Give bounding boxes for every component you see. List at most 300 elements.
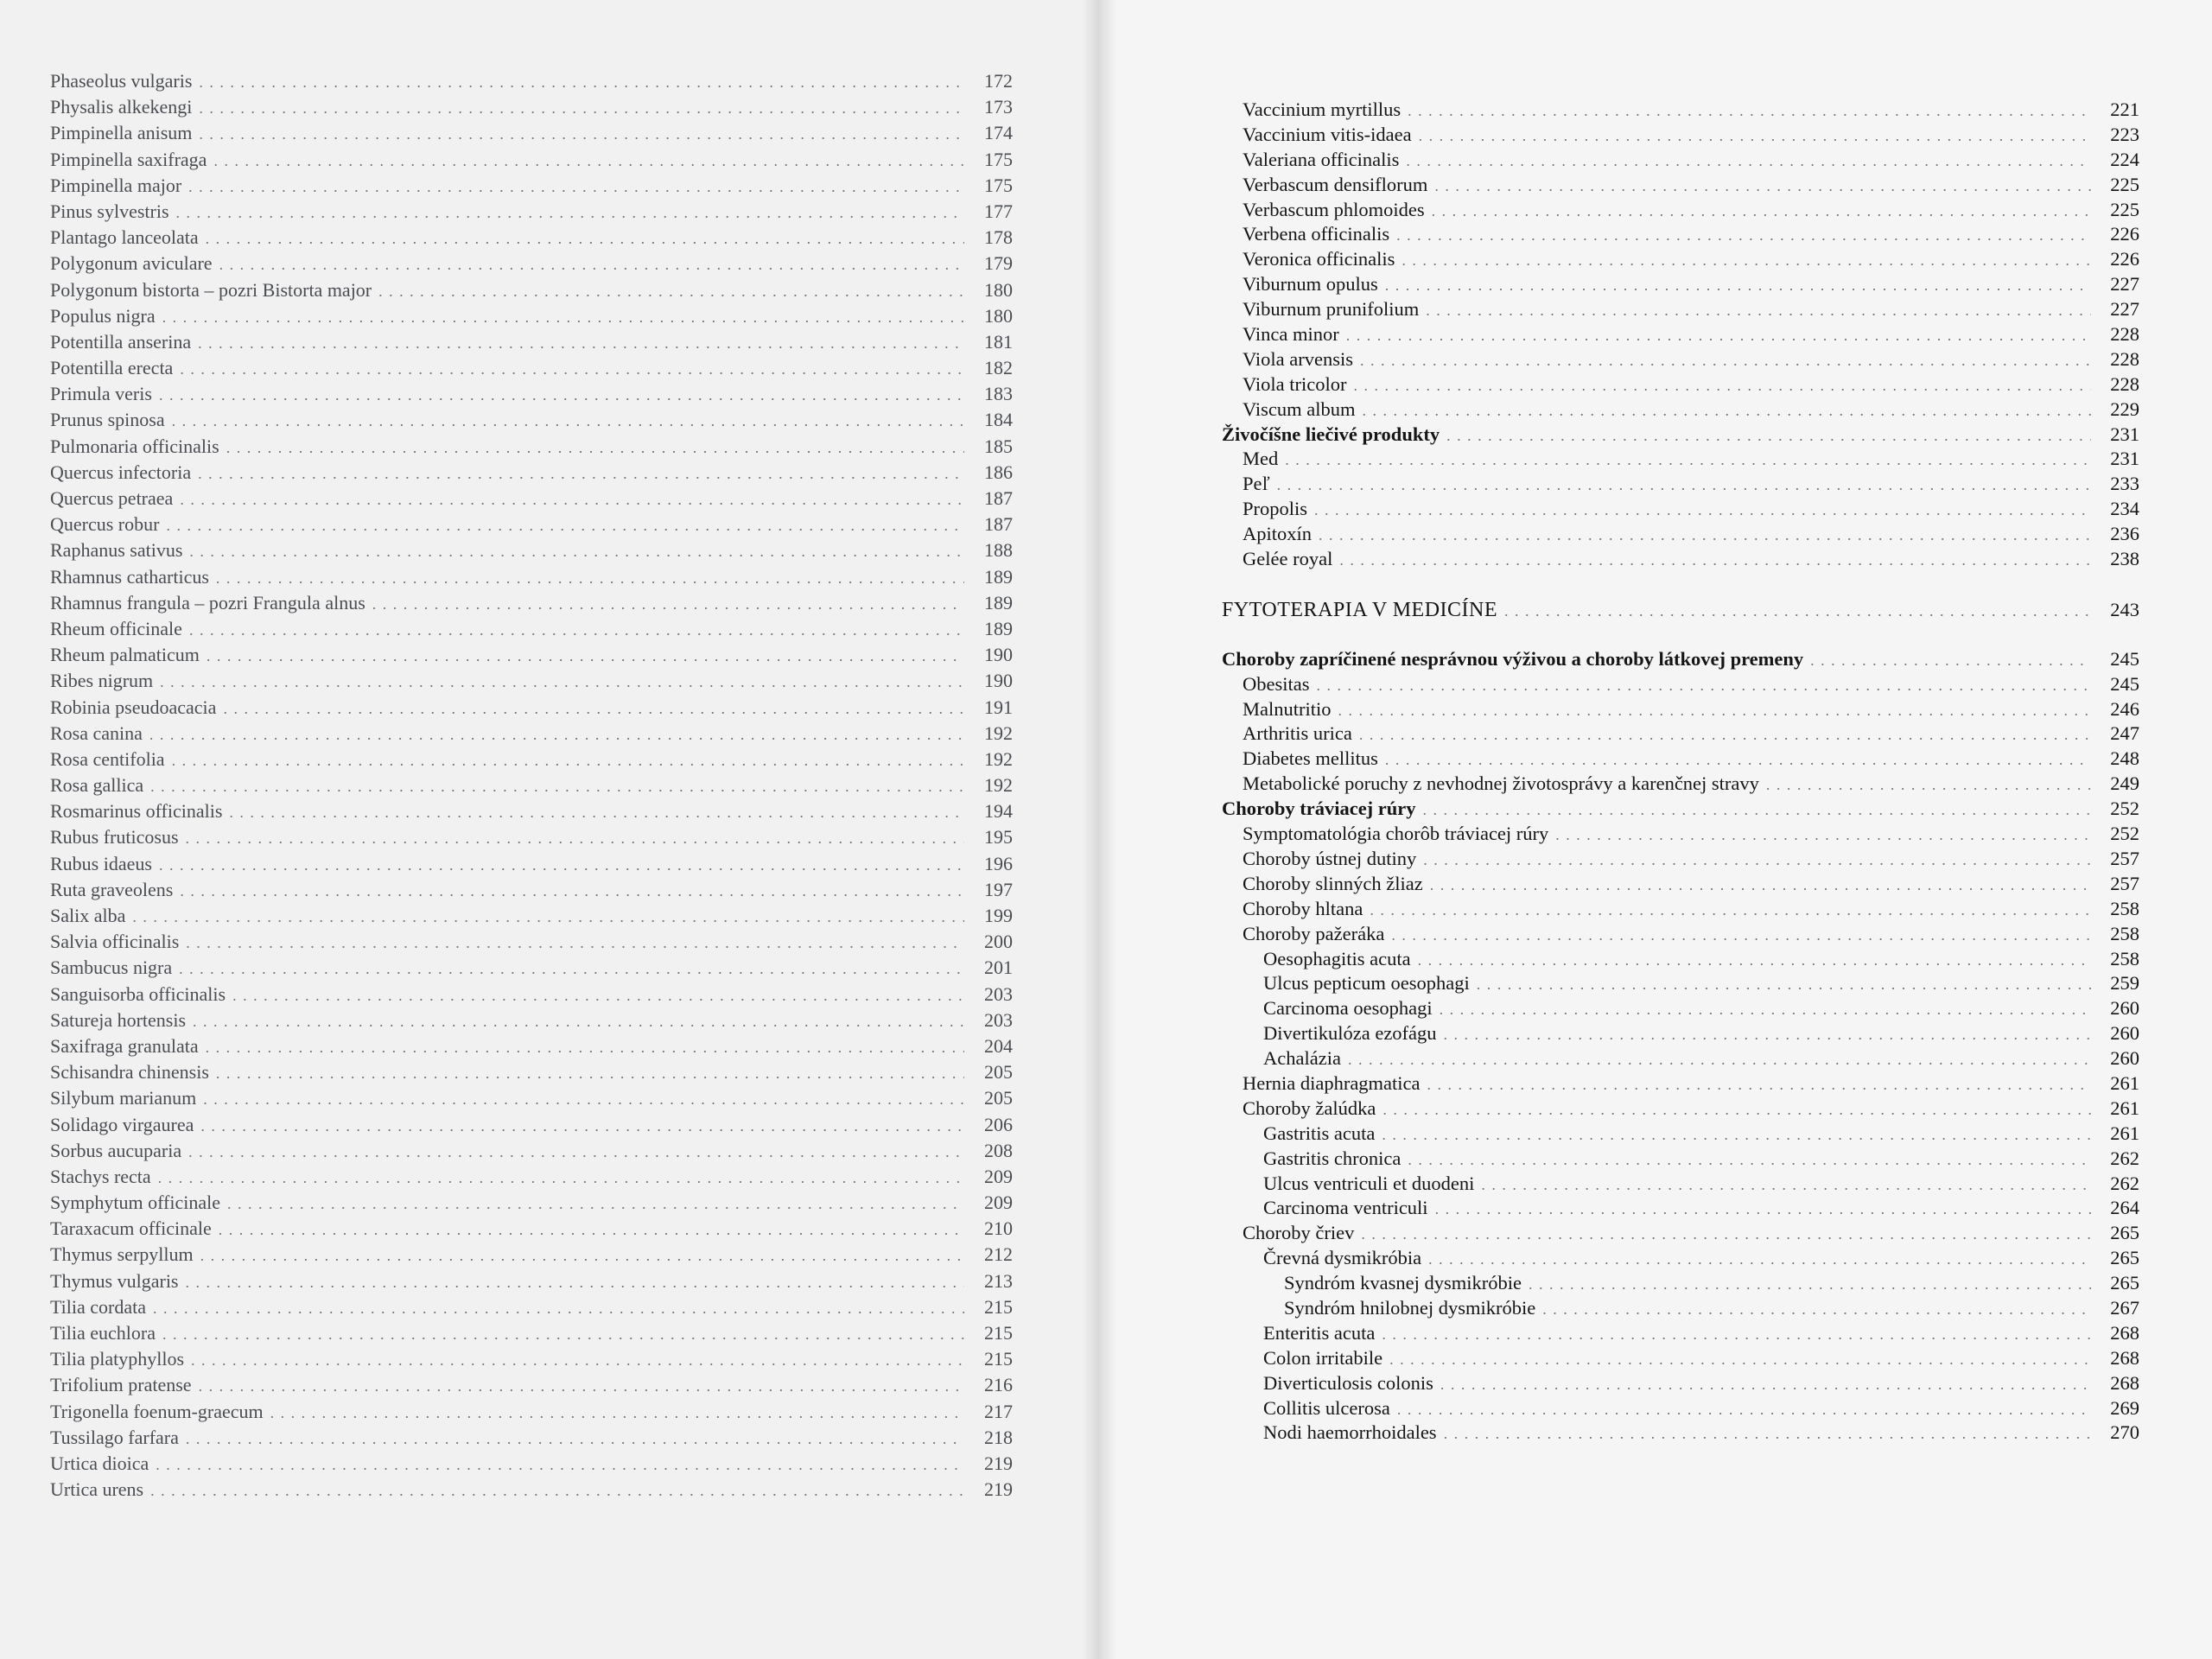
leader-dots xyxy=(226,439,964,457)
entry-page-number: 219 xyxy=(984,1478,1013,1501)
leader-dots xyxy=(1360,352,2091,370)
index-entry xyxy=(50,618,1013,644)
entry-page-number: 215 xyxy=(984,1322,1013,1344)
entry-page-number: 212 xyxy=(984,1243,1013,1266)
leader-dots xyxy=(213,152,964,170)
index-entry xyxy=(50,1452,1013,1478)
entry-name: Rubus fruticosus xyxy=(50,826,179,849)
leader-dots xyxy=(223,700,964,718)
leader-dots xyxy=(198,465,964,483)
entry-page-number: 233 xyxy=(2110,473,2139,495)
leader-dots xyxy=(1385,276,2091,295)
entry-name: Quercus infectoria xyxy=(50,461,192,483)
leader-dots xyxy=(216,1065,964,1083)
entry-page-number: 194 xyxy=(984,800,1013,823)
leader-dots xyxy=(1481,1176,2091,1194)
leader-dots xyxy=(1277,476,2091,494)
entry-page-number: 182 xyxy=(984,357,1013,379)
entry-name: Nodi haemorrhoidales xyxy=(1263,1421,1437,1444)
entry-name: Vaccinium myrtillus xyxy=(1243,99,1402,120)
entry-page-number: 216 xyxy=(984,1374,1013,1396)
index-entry xyxy=(50,539,1013,565)
leader-dots xyxy=(188,178,964,196)
index-entry xyxy=(1222,99,2139,124)
entry-name: Rhamnus catharticus xyxy=(50,565,209,588)
entry-name: Choroby ústnej dutiny xyxy=(1243,847,1417,869)
entry-name: Physalis alkekengi xyxy=(50,96,193,118)
leader-dots xyxy=(207,647,964,665)
leader-dots xyxy=(1444,1425,2091,1443)
entry-page-number: 261 xyxy=(2110,1096,2139,1119)
leader-dots xyxy=(1339,551,2091,569)
entry-name: Enteritis acuta xyxy=(1263,1321,1376,1344)
leader-dots xyxy=(179,960,964,978)
leader-dots xyxy=(1385,751,2091,769)
entry-name: Robinia pseudoacacia xyxy=(50,696,217,718)
index-entry xyxy=(50,1296,1013,1322)
index-entry xyxy=(1222,1173,2139,1198)
leader-dots xyxy=(199,73,964,92)
entry-name: Pulmonaria officinalis xyxy=(50,435,219,457)
index-entry xyxy=(1222,1421,2139,1446)
index-entry xyxy=(1222,1397,2139,1422)
index-entry xyxy=(1222,323,2139,348)
leader-dots xyxy=(1419,127,2091,145)
index-entry xyxy=(50,252,1013,278)
index-entry xyxy=(1222,948,2139,973)
entry-name: Silybum marianum xyxy=(50,1087,197,1109)
entry-name: Carcinoma oesophagi xyxy=(1263,997,1433,1020)
leader-dots xyxy=(186,1274,965,1292)
entry-page-number: 187 xyxy=(984,487,1013,509)
index-entry xyxy=(50,226,1013,252)
index-entry xyxy=(50,357,1013,383)
index-entry xyxy=(1222,698,2139,723)
leader-dots xyxy=(1444,1026,2091,1044)
entry-name: Carcinoma ventriculi xyxy=(1263,1197,1428,1219)
index-entry xyxy=(1222,1297,2139,1322)
entry-page-number: 268 xyxy=(2110,1371,2139,1394)
entry-name: Choroby zapríčinené nesprávnou výživou a choroby látkovej premeny xyxy=(1222,647,1804,670)
entry-page-number: 205 xyxy=(984,1061,1013,1084)
entry-page-number: 247 xyxy=(2110,722,2139,745)
entry-name: Divertikulóza ezofágu xyxy=(1263,1022,1437,1045)
entry-name: Taraxacum officinale xyxy=(50,1217,212,1240)
entry-name: Viscum album xyxy=(1243,397,1356,420)
entry-page-number: 265 xyxy=(2110,1272,2139,1294)
entry-name: Populus nigra xyxy=(50,304,156,327)
leader-dots xyxy=(206,1039,964,1057)
index-entry xyxy=(1222,473,2139,498)
leader-dots xyxy=(149,726,964,744)
entry-name: Syndróm kvasnej dysmikróbie xyxy=(1284,1272,1522,1294)
entry-page-number: 228 xyxy=(2110,323,2139,346)
entry-page-number: 262 xyxy=(2110,1147,2139,1169)
entry-page-number: 229 xyxy=(2110,397,2139,420)
leader-dots xyxy=(191,1351,964,1370)
entry-name: Ruta graveolens xyxy=(50,878,174,900)
entry-page-number: 186 xyxy=(984,461,1013,483)
entry-name: Primula veris xyxy=(50,383,152,405)
index-entry xyxy=(50,826,1013,852)
entry-name: Satureja hortensis xyxy=(50,1008,187,1031)
index-entry xyxy=(50,487,1013,513)
entry-page-number: 225 xyxy=(2110,173,2139,195)
leader-dots xyxy=(1542,1300,2091,1319)
entry-page-number: 190 xyxy=(984,644,1013,666)
entry-page-number: 215 xyxy=(984,1348,1013,1370)
entry-page-number: 173 xyxy=(984,96,1013,118)
leader-dots xyxy=(216,569,964,588)
leader-dots xyxy=(1317,677,2092,695)
index-entry xyxy=(50,1270,1013,1296)
leader-dots xyxy=(150,1482,964,1500)
entry-name: Ulcus pepticum oesophagi xyxy=(1263,972,1470,995)
entry-name: Verbascum phlomoides xyxy=(1243,198,1425,220)
entry-name: Metabolické poruchy z nevhodnej životosprávy a karenčnej stravy xyxy=(1243,772,1759,795)
index-entry xyxy=(1222,1122,2139,1147)
index-entry xyxy=(50,1478,1013,1504)
leader-dots xyxy=(1423,801,2091,819)
index-entry xyxy=(1222,498,2139,523)
entry-page-number: 175 xyxy=(984,148,1013,170)
index-entry xyxy=(1222,373,2139,398)
index-entry xyxy=(1222,722,2139,747)
entry-page-number: 267 xyxy=(2110,1296,2139,1319)
entry-page-number: 265 xyxy=(2110,1222,2139,1244)
index-entry xyxy=(1222,523,2139,548)
entry-name: Verbascum densiflorum xyxy=(1243,173,1428,195)
entry-page-number: 210 xyxy=(984,1217,1013,1240)
entry-page-number: 206 xyxy=(984,1113,1013,1135)
leader-dots xyxy=(1432,202,2091,220)
leader-dots xyxy=(232,987,964,1005)
entry-name: Viola arvensis xyxy=(1243,347,1353,370)
leader-dots xyxy=(166,517,964,535)
left-index-list xyxy=(50,70,1013,1504)
entry-name: Phaseolus vulgaris xyxy=(50,70,193,92)
index-entry xyxy=(1222,1197,2139,1222)
leader-dots xyxy=(1408,1151,2091,1169)
entry-name: Raphanus sativus xyxy=(50,539,183,562)
entry-name: Rubus idaeus xyxy=(50,852,152,874)
entry-name: Valeriana officinalis xyxy=(1243,148,1400,170)
leader-dots xyxy=(199,99,964,118)
entry-name: Rosa centifolia xyxy=(50,747,165,770)
leader-dots xyxy=(1440,1376,2091,1394)
entry-page-number: 227 xyxy=(2110,273,2139,296)
entry-name: Plantago lanceolata xyxy=(50,226,199,249)
entry-name: Rosa canina xyxy=(50,721,143,744)
index-entry xyxy=(50,1009,1013,1035)
entry-page-number: 189 xyxy=(984,591,1013,613)
section-title: FYTOTERAPIA V MEDICÍNE xyxy=(1222,598,1498,621)
entry-page-number: 268 xyxy=(2110,1321,2139,1344)
leader-dots xyxy=(189,621,964,639)
entry-page-number: 258 xyxy=(2110,947,2139,969)
leader-dots xyxy=(1504,602,2091,620)
leader-dots xyxy=(1402,251,2091,270)
entry-name: Saxifraga granulata xyxy=(50,1034,199,1057)
index-entry xyxy=(50,513,1013,539)
entry-name: Sambucus nigra xyxy=(50,957,173,979)
entry-name: Sorbus aucuparia xyxy=(50,1139,182,1161)
entry-page-number: 215 xyxy=(984,1295,1013,1318)
index-entry xyxy=(50,1243,1013,1269)
leader-dots xyxy=(206,230,964,248)
entry-name: Schisandra chinensis xyxy=(50,1061,209,1084)
entry-page-number: 269 xyxy=(2110,1396,2139,1419)
leader-dots xyxy=(1389,1351,2091,1369)
leader-dots xyxy=(1382,1325,2091,1344)
index-entry xyxy=(50,879,1013,905)
entry-name: Veronica officinalis xyxy=(1243,248,1395,270)
entry-name: Viburnum prunifolium xyxy=(1243,298,1420,321)
leader-dots xyxy=(1363,402,2091,420)
index-entry xyxy=(50,409,1013,435)
entry-name: Rosmarinus officinalis xyxy=(50,800,223,823)
entry-name: Arthritis urica xyxy=(1243,722,1352,745)
entry-name: Collitis ulcerosa xyxy=(1263,1396,1390,1419)
entry-name: Hernia diaphragmatica xyxy=(1243,1071,1421,1094)
entry-name: Pimpinella anisum xyxy=(50,122,193,144)
leader-dots xyxy=(180,882,964,900)
index-entry xyxy=(50,931,1013,957)
leader-dots xyxy=(1370,901,2091,919)
index-entry xyxy=(50,175,1013,200)
index-entry xyxy=(50,96,1013,122)
section-heading xyxy=(1222,599,2139,624)
entry-page-number: 208 xyxy=(984,1139,1013,1161)
index-entry xyxy=(50,149,1013,175)
entry-name: Choroby čriev xyxy=(1243,1222,1355,1244)
entry-page-number: 264 xyxy=(2110,1197,2139,1219)
entry-page-number: 261 xyxy=(2110,1122,2139,1144)
leader-dots xyxy=(132,908,964,926)
index-entry xyxy=(1222,798,2139,823)
entry-name: Thymus serpyllum xyxy=(50,1243,194,1266)
entry-page-number: 184 xyxy=(984,409,1013,431)
leader-dots xyxy=(1477,976,2091,994)
leader-dots xyxy=(1319,526,2091,544)
leader-dots xyxy=(1446,427,2091,445)
entry-page-number: 218 xyxy=(984,1426,1013,1448)
leader-dots xyxy=(1359,726,2091,744)
entry-name: Tussilago farfara xyxy=(50,1426,179,1448)
entry-page-number: 200 xyxy=(984,931,1013,953)
entry-page-number: 225 xyxy=(2110,198,2139,220)
index-entry xyxy=(1222,1072,2139,1097)
entry-name: Propolis xyxy=(1243,498,1308,520)
entry-page-number: 185 xyxy=(984,435,1013,457)
leader-dots xyxy=(186,1430,964,1448)
entry-page-number: 183 xyxy=(984,383,1013,405)
leader-dots xyxy=(1423,851,2091,869)
index-entry xyxy=(50,1140,1013,1166)
entry-name: Med xyxy=(1243,448,1279,470)
entry-name: Apitoxín xyxy=(1243,523,1313,545)
index-entry xyxy=(1222,273,2139,298)
entry-name: Pimpinella major xyxy=(50,174,182,196)
entry-name: Tilia cordata xyxy=(50,1295,146,1318)
index-entry xyxy=(50,1401,1013,1427)
entry-page-number: 249 xyxy=(2110,772,2139,795)
entry-page-number: 203 xyxy=(984,1008,1013,1031)
entry-page-number: 258 xyxy=(2110,897,2139,919)
entry-name: Tilia euchlora xyxy=(50,1322,156,1344)
leader-dots xyxy=(186,934,964,952)
entry-page-number: 219 xyxy=(984,1452,1013,1474)
leader-dots xyxy=(1529,1275,2091,1294)
entry-name: Trigonella foenum-graecum xyxy=(50,1400,264,1422)
leader-dots xyxy=(1555,826,2091,844)
index-entry xyxy=(50,331,1013,357)
leader-dots xyxy=(203,1090,964,1109)
leader-dots xyxy=(1408,102,2091,120)
entry-page-number: 258 xyxy=(2110,922,2139,944)
index-entry xyxy=(1222,248,2139,273)
entry-page-number: 179 xyxy=(984,252,1013,275)
index-entry xyxy=(1222,1147,2139,1173)
index-entry xyxy=(50,983,1013,1009)
entry-page-number: 228 xyxy=(2110,372,2139,395)
entry-name: Rheum palmaticum xyxy=(50,644,200,666)
disease-entries xyxy=(1222,648,2139,1447)
leader-dots xyxy=(1766,776,2091,794)
plant-entries xyxy=(1222,99,2139,573)
entry-page-number: 192 xyxy=(984,747,1013,770)
leader-dots xyxy=(270,1404,964,1422)
entry-name: Rhamnus frangula – pozri Frangula alnus xyxy=(50,591,365,613)
index-entry xyxy=(50,644,1013,670)
leader-dots xyxy=(1430,876,2091,894)
leader-dots xyxy=(156,1456,964,1474)
index-entry xyxy=(1222,747,2139,772)
index-entry xyxy=(1222,174,2139,199)
entry-name: Salvia officinalis xyxy=(50,931,180,953)
entry-name: Črevná dysmikróbia xyxy=(1263,1247,1422,1269)
leader-dots xyxy=(1427,1076,2091,1094)
entry-page-number: 217 xyxy=(984,1400,1013,1422)
entry-name: Quercus petraea xyxy=(50,487,174,509)
index-entry xyxy=(50,800,1013,826)
left-page xyxy=(0,0,1099,1659)
index-entry xyxy=(1222,1272,2139,1297)
leader-dots xyxy=(176,204,964,222)
index-entry xyxy=(50,305,1013,331)
index-entry xyxy=(50,1348,1013,1374)
leader-dots xyxy=(200,1247,964,1265)
leader-dots xyxy=(1285,451,2091,469)
entry-name: Rosa gallica xyxy=(50,774,144,797)
leader-dots xyxy=(186,830,965,848)
entry-page-number: 260 xyxy=(2110,997,2139,1020)
entry-name: Potentilla erecta xyxy=(50,357,174,379)
entry-page-number: 246 xyxy=(2110,697,2139,720)
entry-page-number: 268 xyxy=(2110,1346,2139,1369)
section-page: 243 xyxy=(2110,598,2139,620)
entry-name: Potentilla anserina xyxy=(50,330,192,353)
index-entry xyxy=(1222,1347,2139,1372)
entry-page-number: 223 xyxy=(2110,123,2139,145)
entry-page-number: 189 xyxy=(984,617,1013,639)
entry-page-number: 189 xyxy=(984,565,1013,588)
index-entry xyxy=(1222,448,2139,473)
entry-name: Symphytum officinale xyxy=(50,1192,220,1214)
index-entry xyxy=(1222,1222,2139,1247)
leader-dots xyxy=(1338,702,2092,720)
index-entry xyxy=(1222,673,2139,698)
entry-name: Vaccinium vitis-idaea xyxy=(1243,123,1412,145)
index-entry xyxy=(50,461,1013,487)
leader-dots xyxy=(1397,1401,2091,1419)
index-entry xyxy=(50,957,1013,982)
entry-name: Urtica dioica xyxy=(50,1452,149,1474)
entry-page-number: 231 xyxy=(2110,423,2139,445)
entry-page-number: 199 xyxy=(984,905,1013,926)
leader-dots xyxy=(200,1117,964,1135)
entry-page-number: 228 xyxy=(2110,347,2139,370)
leader-dots xyxy=(188,1143,964,1161)
leader-dots xyxy=(1354,377,2092,395)
entry-page-number: 236 xyxy=(2110,523,2139,545)
entry-name: Rheum officinale xyxy=(50,617,182,639)
entry-name: Pinus sylvestris xyxy=(50,200,169,222)
index-entry xyxy=(50,435,1013,461)
leader-dots xyxy=(1435,1200,2091,1218)
leader-dots xyxy=(227,1195,964,1213)
entry-name: Urtica urens xyxy=(50,1478,144,1501)
entry-page-number: 226 xyxy=(2110,248,2139,270)
entry-page-number: 221 xyxy=(2110,99,2139,120)
index-entry xyxy=(50,1192,1013,1217)
index-entry xyxy=(1222,149,2139,174)
leader-dots xyxy=(1346,327,2091,345)
entry-page-number: 192 xyxy=(984,774,1013,797)
index-entry xyxy=(50,748,1013,774)
leader-dots xyxy=(189,543,964,561)
entry-page-number: 265 xyxy=(2110,1247,2139,1269)
entry-name: Ulcus ventriculi et duodeni xyxy=(1263,1172,1475,1194)
entry-name: Oesophagitis acuta xyxy=(1263,947,1411,969)
leader-dots xyxy=(219,256,964,274)
entry-name: Choroby slinných žliaz xyxy=(1243,872,1423,894)
entry-page-number: 190 xyxy=(984,670,1013,692)
index-entry xyxy=(50,122,1013,148)
entry-name: Pimpinella saxifraga xyxy=(50,148,207,170)
leader-dots xyxy=(180,491,964,509)
entry-name: Choroby žalúdka xyxy=(1243,1096,1376,1119)
entry-name: Quercus robur xyxy=(50,513,160,536)
entry-name: Solidago virgaurea xyxy=(50,1113,194,1135)
leader-dots xyxy=(1382,1126,2091,1144)
entry-page-number: 209 xyxy=(984,1165,1013,1187)
index-entry xyxy=(1222,223,2139,248)
entry-page-number: 174 xyxy=(984,122,1013,144)
index-entry xyxy=(50,1061,1013,1087)
entry-name: Viola tricolor xyxy=(1243,372,1347,395)
entry-page-number: 192 xyxy=(984,721,1013,744)
spacer xyxy=(1222,573,2139,599)
index-entry xyxy=(1222,423,2139,448)
entry-name: Syndróm hnilobnej dysmikróbie xyxy=(1284,1296,1536,1319)
index-entry xyxy=(50,1427,1013,1452)
entry-page-number: 213 xyxy=(984,1269,1013,1292)
entry-name: Gelée royal xyxy=(1243,548,1333,570)
entry-name: Colon irritabile xyxy=(1263,1346,1383,1369)
entry-name: Tilia platyphyllos xyxy=(50,1348,185,1370)
leader-dots xyxy=(1396,226,2091,245)
